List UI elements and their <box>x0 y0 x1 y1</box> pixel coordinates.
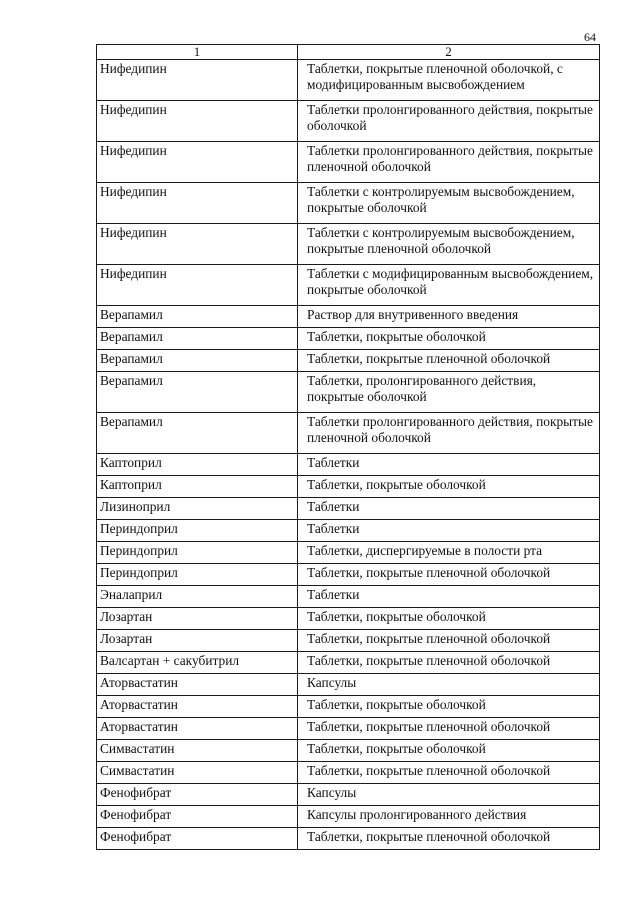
drug-name-cell: Периндоприл <box>97 564 298 586</box>
drug-name-cell: Нифедипин <box>97 265 298 306</box>
drug-name-cell: Фенофибрат <box>97 828 298 850</box>
table-row <box>97 740 600 762</box>
drug-name-cell: Нифедипин <box>97 183 298 224</box>
table-row <box>97 265 600 306</box>
table-row <box>97 372 600 413</box>
table-header <box>97 45 600 60</box>
column-header-2: 2 <box>298 45 600 60</box>
dosage-form-cell: Таблетки пролонгированного действия, покрытые пленочной оболочкой <box>298 413 600 454</box>
table-row <box>97 828 600 850</box>
dosage-form-cell: Таблетки <box>298 520 600 542</box>
dosage-form-cell: Таблетки с модифицированным высвобождением, покрытые оболочкой <box>298 265 600 306</box>
table-row <box>97 306 600 328</box>
table-row <box>97 652 600 674</box>
table-row <box>97 498 600 520</box>
dosage-form-cell: Таблетки, покрытые пленочной оболочкой <box>298 564 600 586</box>
drug-name-cell: Лозартан <box>97 608 298 630</box>
drug-name-cell: Верапамил <box>97 306 298 328</box>
table-row <box>97 350 600 372</box>
dosage-form-cell: Таблетки с контролируемым высвобождением, покрытые оболочкой <box>298 183 600 224</box>
drug-name-cell: Валсартан + сакубитрил <box>97 652 298 674</box>
dosage-form-cell: Таблетки, покрытые оболочкой <box>298 696 600 718</box>
dosage-form-cell: Таблетки, покрытые пленочной оболочкой <box>298 630 600 652</box>
table-row <box>97 630 600 652</box>
drug-name-cell: Фенофибрат <box>97 784 298 806</box>
dosage-form-cell: Таблетки с контролируемым высвобождением, покрытые пленочной оболочкой <box>298 224 600 265</box>
table-row <box>97 718 600 740</box>
drug-name-cell: Эналаприл <box>97 586 298 608</box>
table-row <box>97 608 600 630</box>
table-row <box>97 476 600 498</box>
dosage-form-cell: Таблетки, покрытые оболочкой <box>298 328 600 350</box>
drug-name-cell: Аторвастатин <box>97 696 298 718</box>
table-row <box>97 454 600 476</box>
dosage-form-cell: Таблетки, диспергируемые в полости рта <box>298 542 600 564</box>
table-header-row <box>97 45 600 60</box>
drug-name-cell: Аторвастатин <box>97 674 298 696</box>
drug-name-cell: Фенофибрат <box>97 806 298 828</box>
dosage-form-cell: Таблетки <box>298 454 600 476</box>
drug-name-cell: Каптоприл <box>97 476 298 498</box>
table-row <box>97 328 600 350</box>
drug-name-cell: Симвастатин <box>97 740 298 762</box>
dosage-form-cell: Капсулы <box>298 784 600 806</box>
table-row <box>97 101 600 142</box>
dosage-form-cell: Таблетки пролонгированного действия, покрытые пленочной оболочкой <box>298 142 600 183</box>
table-row <box>97 60 600 101</box>
drug-name-cell: Нифедипин <box>97 142 298 183</box>
dosage-form-cell: Капсулы пролонгированного действия <box>298 806 600 828</box>
drug-name-cell: Нифедипин <box>97 60 298 101</box>
dosage-form-cell: Таблетки, покрытые пленочной оболочкой <box>298 652 600 674</box>
dosage-form-cell: Таблетки пролонгированного действия, покрытые оболочкой <box>298 101 600 142</box>
dosage-form-cell: Таблетки <box>298 498 600 520</box>
table-row <box>97 784 600 806</box>
table-row <box>97 520 600 542</box>
dosage-form-cell: Таблетки, покрытые оболочкой <box>298 740 600 762</box>
page-number: 64 <box>584 30 596 44</box>
table-body <box>97 60 600 850</box>
drug-name-cell: Нифедипин <box>97 101 298 142</box>
table-row <box>97 542 600 564</box>
table-row <box>97 142 600 183</box>
drug-name-cell: Каптоприл <box>97 454 298 476</box>
dosage-form-cell: Таблетки, покрытые пленочной оболочкой <box>298 350 600 372</box>
dosage-form-cell: Таблетки, покрытые оболочкой <box>298 476 600 498</box>
dosage-form-cell: Таблетки, покрытые пленочной оболочкой, с модифицированным высвобождением <box>298 60 600 101</box>
table-row <box>97 762 600 784</box>
dosage-form-cell: Таблетки <box>298 586 600 608</box>
drug-name-cell: Периндоприл <box>97 520 298 542</box>
drug-name-cell: Периндоприл <box>97 542 298 564</box>
drug-name-cell: Лизиноприл <box>97 498 298 520</box>
table-row <box>97 564 600 586</box>
table-row <box>97 586 600 608</box>
table-row <box>97 224 600 265</box>
drug-name-cell: Лозартан <box>97 630 298 652</box>
medication-table <box>96 44 600 850</box>
dosage-form-cell: Таблетки, покрытые пленочной оболочкой <box>298 828 600 850</box>
table-row <box>97 674 600 696</box>
drug-name-cell: Нифедипин <box>97 224 298 265</box>
drug-name-cell: Аторвастатин <box>97 718 298 740</box>
dosage-form-cell: Таблетки, покрытые пленочной оболочкой <box>298 762 600 784</box>
column-header-1: 1 <box>97 45 298 60</box>
drug-name-cell: Верапамил <box>97 350 298 372</box>
dosage-form-cell: Таблетки, покрытые оболочкой <box>298 608 600 630</box>
drug-name-cell: Симвастатин <box>97 762 298 784</box>
table-row <box>97 806 600 828</box>
dosage-form-cell: Таблетки, пролонгированного действия, покрытые оболочкой <box>298 372 600 413</box>
drug-name-cell: Верапамил <box>97 328 298 350</box>
table-row <box>97 183 600 224</box>
drug-name-cell: Верапамил <box>97 372 298 413</box>
table-row <box>97 696 600 718</box>
drug-name-cell: Верапамил <box>97 413 298 454</box>
dosage-form-cell: Раствор для внутривенного введения <box>298 306 600 328</box>
dosage-form-cell: Капсулы <box>298 674 600 696</box>
table-row <box>97 413 600 454</box>
dosage-form-cell: Таблетки, покрытые пленочной оболочкой <box>298 718 600 740</box>
